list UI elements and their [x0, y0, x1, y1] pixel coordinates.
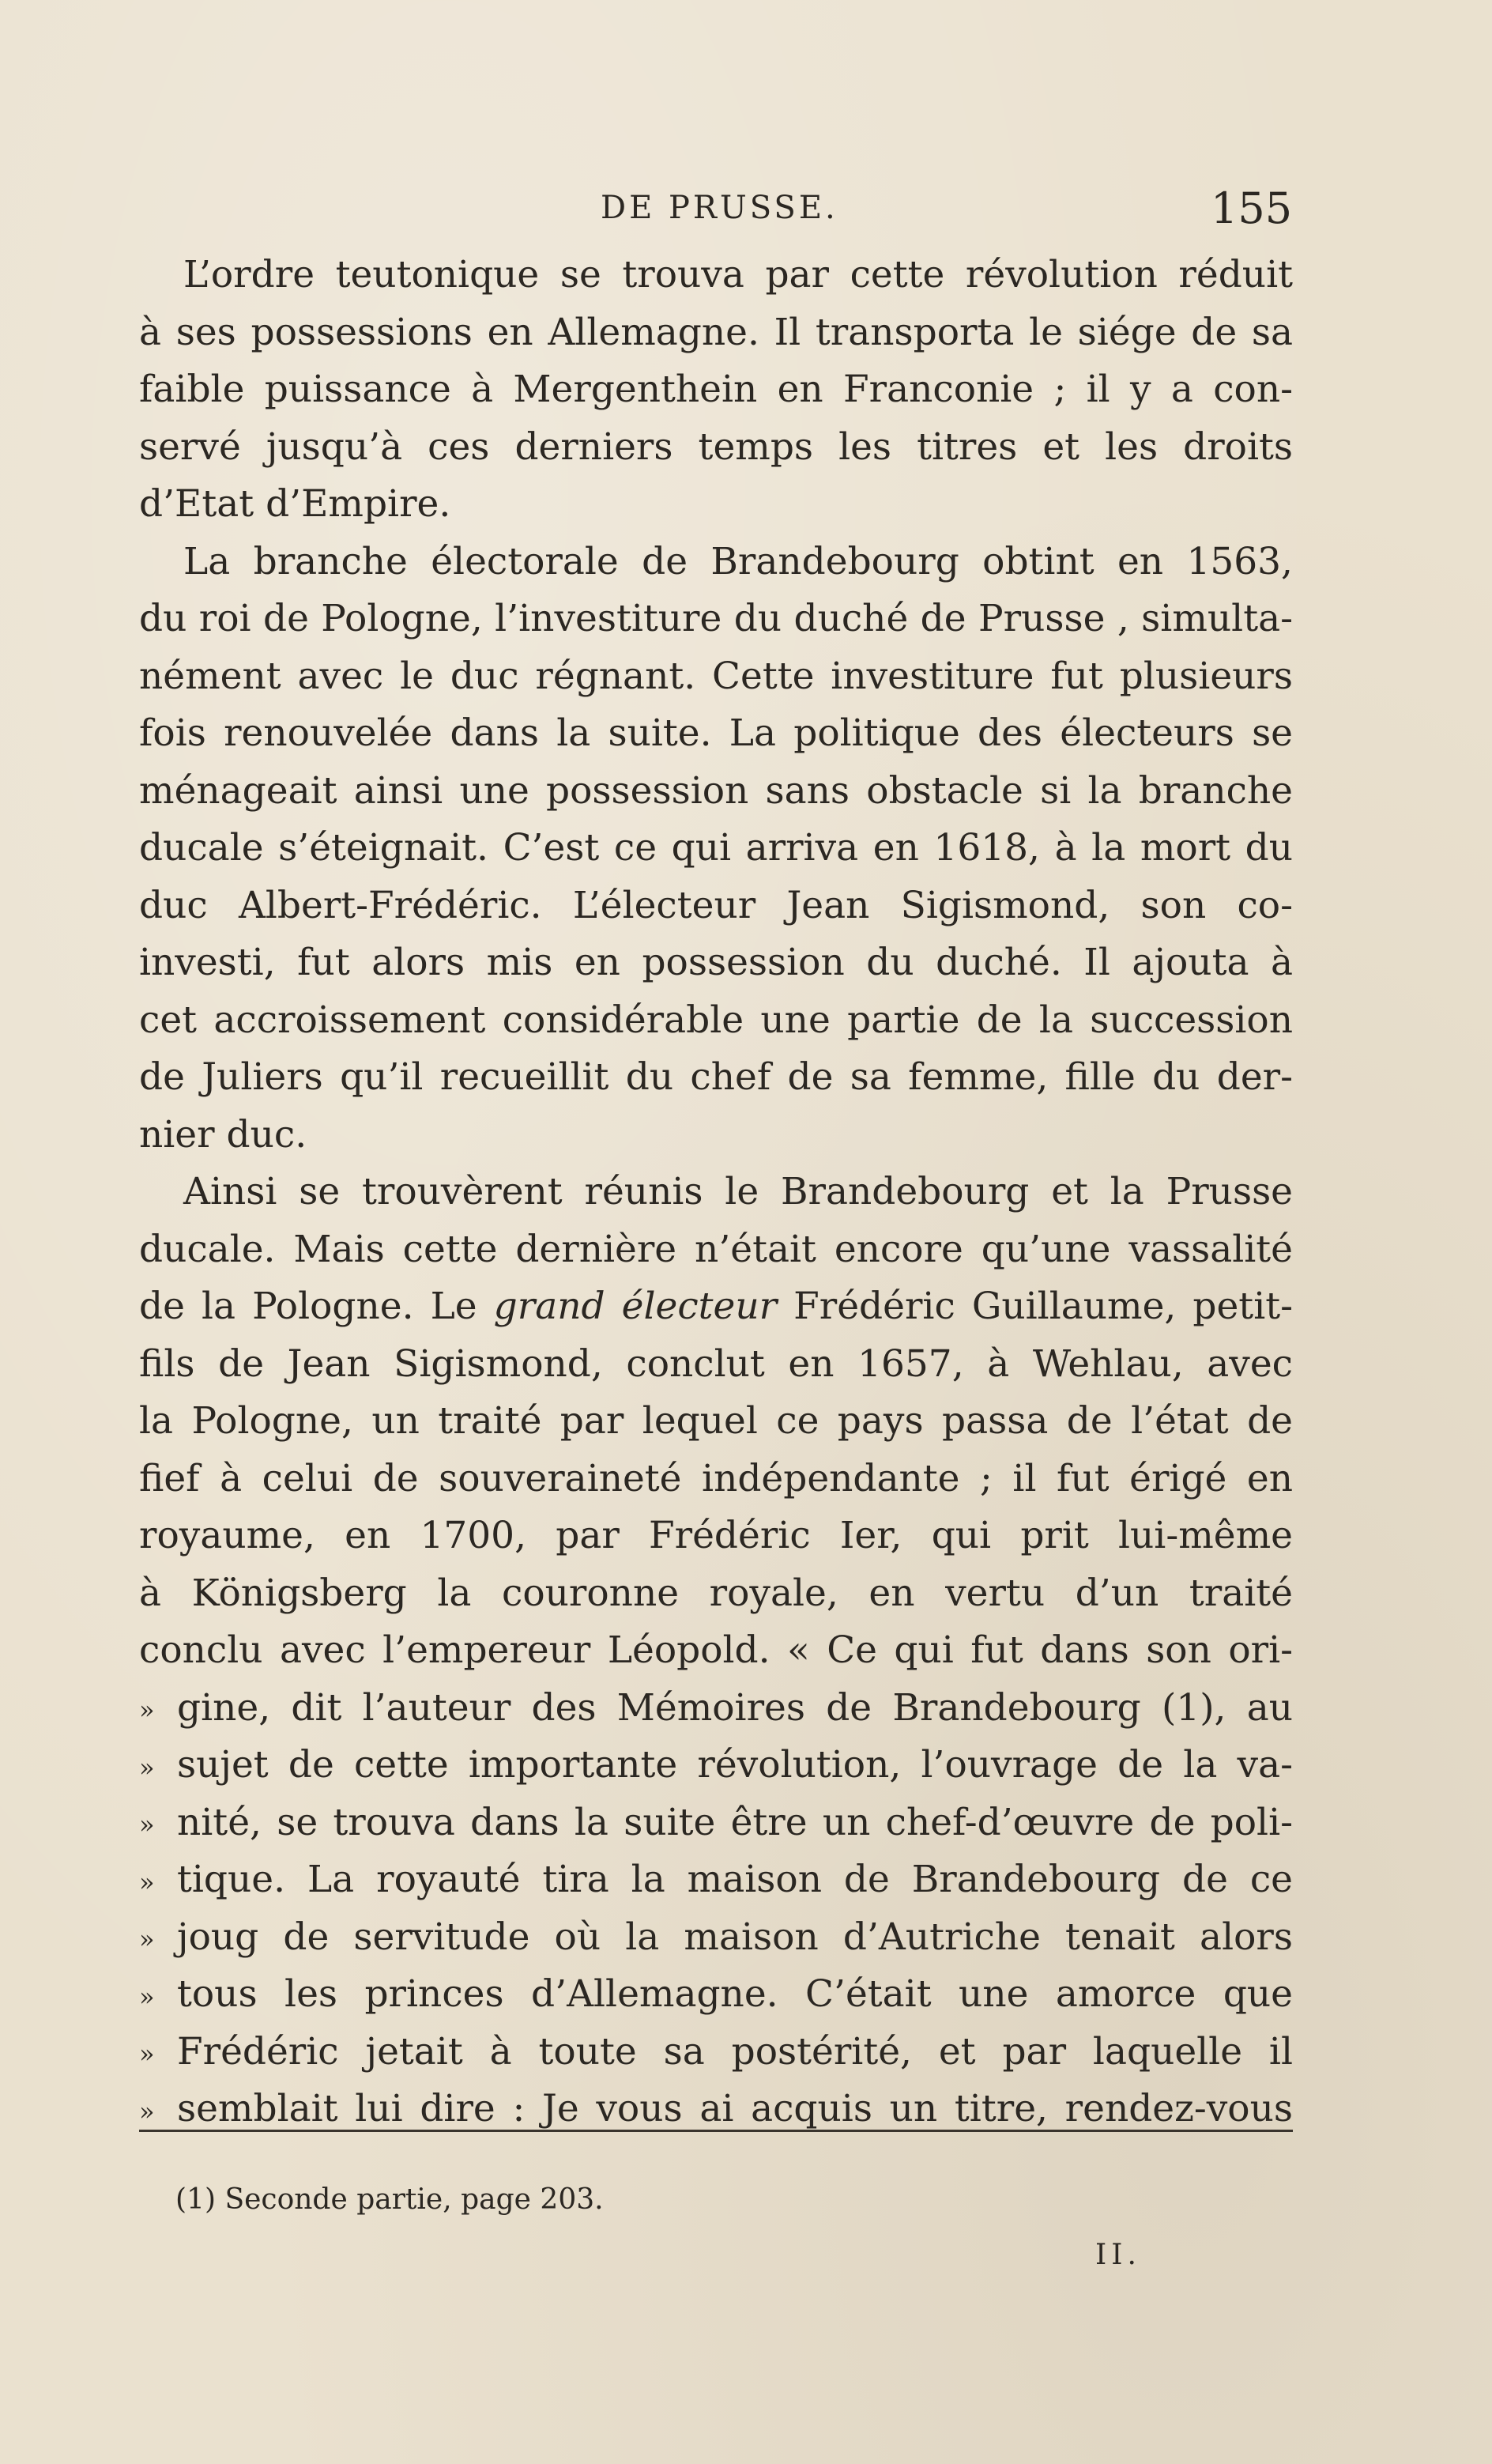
text-line: à ses possessions en Allemagne. Il transporta le siége de sa — [139, 310, 1293, 354]
quote-mark: » — [139, 1809, 155, 1840]
text-line: de la Pologne. Le grand électeur Frédéric Guillaume, petit- — [139, 1285, 1293, 1328]
quote-mark: » — [139, 1752, 155, 1783]
text-line: investi, fut alors mis en possession du duché. Il ajouta à — [139, 941, 1293, 984]
text-line: de Juliers qu’il recueillit du chef de sa femme, fille du der- — [139, 1055, 1293, 1099]
text-line: Ainsi se trouvèrent réunis le Brandebourg et la Prusse — [183, 1170, 1293, 1213]
text-line: d’Etat d’Empire. — [139, 482, 451, 526]
text-line: » joug de servitude où la maison d’Autriche tenait alors — [139, 1909, 1293, 1967]
text-line: à Königsberg la couronne royale, en vertu d’un traité — [139, 1571, 1293, 1615]
body-text — [139, 247, 1293, 2138]
text-line: fief à celui de souveraineté indépendante ; il fut érigé en — [139, 1456, 1293, 1500]
text-line: fois renouvelée dans la suite. La politique des électeurs se — [139, 711, 1293, 755]
text-line: fils de Jean Sigismond, conclut en 1657, à Wehlau, avec — [139, 1341, 1293, 1386]
text-line: » semblait lui dire : Je vous ai acquis un titre, rendez-vous — [139, 2081, 1293, 2138]
page-number: 155 — [1211, 183, 1293, 233]
text-line: nément avec le duc régnant. Cette investiture fut plusieurs — [139, 654, 1293, 698]
signature-mark: II. — [1095, 2239, 1141, 2271]
italic-term: grand électeur — [493, 1285, 778, 1328]
quote-mark: » — [139, 2039, 155, 2070]
footnote-rule — [139, 2130, 1293, 2132]
text-line: faible puissance à Mergenthein en Franconie ; il y a con- — [139, 368, 1293, 411]
text-line: nier duc. — [139, 1112, 307, 1157]
text-line: » nité, se trouva dans la suite être un chef-d’œuvre de poli- — [139, 1794, 1293, 1852]
text-line: conclu avec l’empereur Léopold. « Ce qui fut dans son ori- — [139, 1628, 1293, 1672]
text-line: servé jusqu’à ces derniers temps les titres et les droits — [139, 425, 1293, 469]
text-line: » sujet de cette importante révolution, l’ouvrage de la va- — [139, 1737, 1293, 1794]
quote-mark: » — [139, 1866, 155, 1897]
quote-mark: » — [139, 1695, 155, 1726]
text-line: » tous les princes d’Allemagne. C’était une amorce que — [139, 1966, 1293, 2024]
text-line: royaume, en 1700, par Frédéric Ier, qui prit lui-même — [139, 1514, 1293, 1557]
quote-mark: » — [139, 1981, 155, 2012]
text-line: du roi de Pologne, l’investiture du duché de Prusse , simulta- — [139, 597, 1293, 640]
quote-mark: » — [139, 1924, 155, 1955]
text-line: duc Albert-Frédéric. L’électeur Jean Sigismond, son co- — [139, 883, 1293, 927]
quote-mark: » — [139, 2096, 155, 2126]
text-line: la Pologne, un traité par lequel ce pays passa de l’état de — [139, 1399, 1293, 1443]
text-line: » gine, dit l’auteur des Mémoires de Brandebourg (1), au — [139, 1680, 1293, 1738]
running-head: DE PRUSSE. — [601, 190, 838, 226]
text-line: » tique. La royauté tira la maison de Brandebourg de ce — [139, 1851, 1293, 1909]
text-line: ducale. Mais cette dernière n’était encore qu’une vassalité — [139, 1227, 1293, 1271]
text-line: cet accroissement considérable une partie de la succession — [139, 998, 1293, 1042]
footnote: (1) Seconde partie, page 203. — [175, 2183, 604, 2216]
text-line: La branche électorale de Brandebourg obtint en 1563, — [183, 539, 1293, 583]
text-line: ménageait ainsi une possession sans obstacle si la branche — [139, 768, 1293, 813]
text-line: ducale s’éteignait. C’est ce qui arriva en 1618, à la mort du — [139, 826, 1293, 870]
text-line: » Frédéric jetait à toute sa postérité, et par laquelle il — [139, 2024, 1293, 2081]
text-line: L’ordre teutonique se trouva par cette révolution réduit — [183, 253, 1293, 296]
